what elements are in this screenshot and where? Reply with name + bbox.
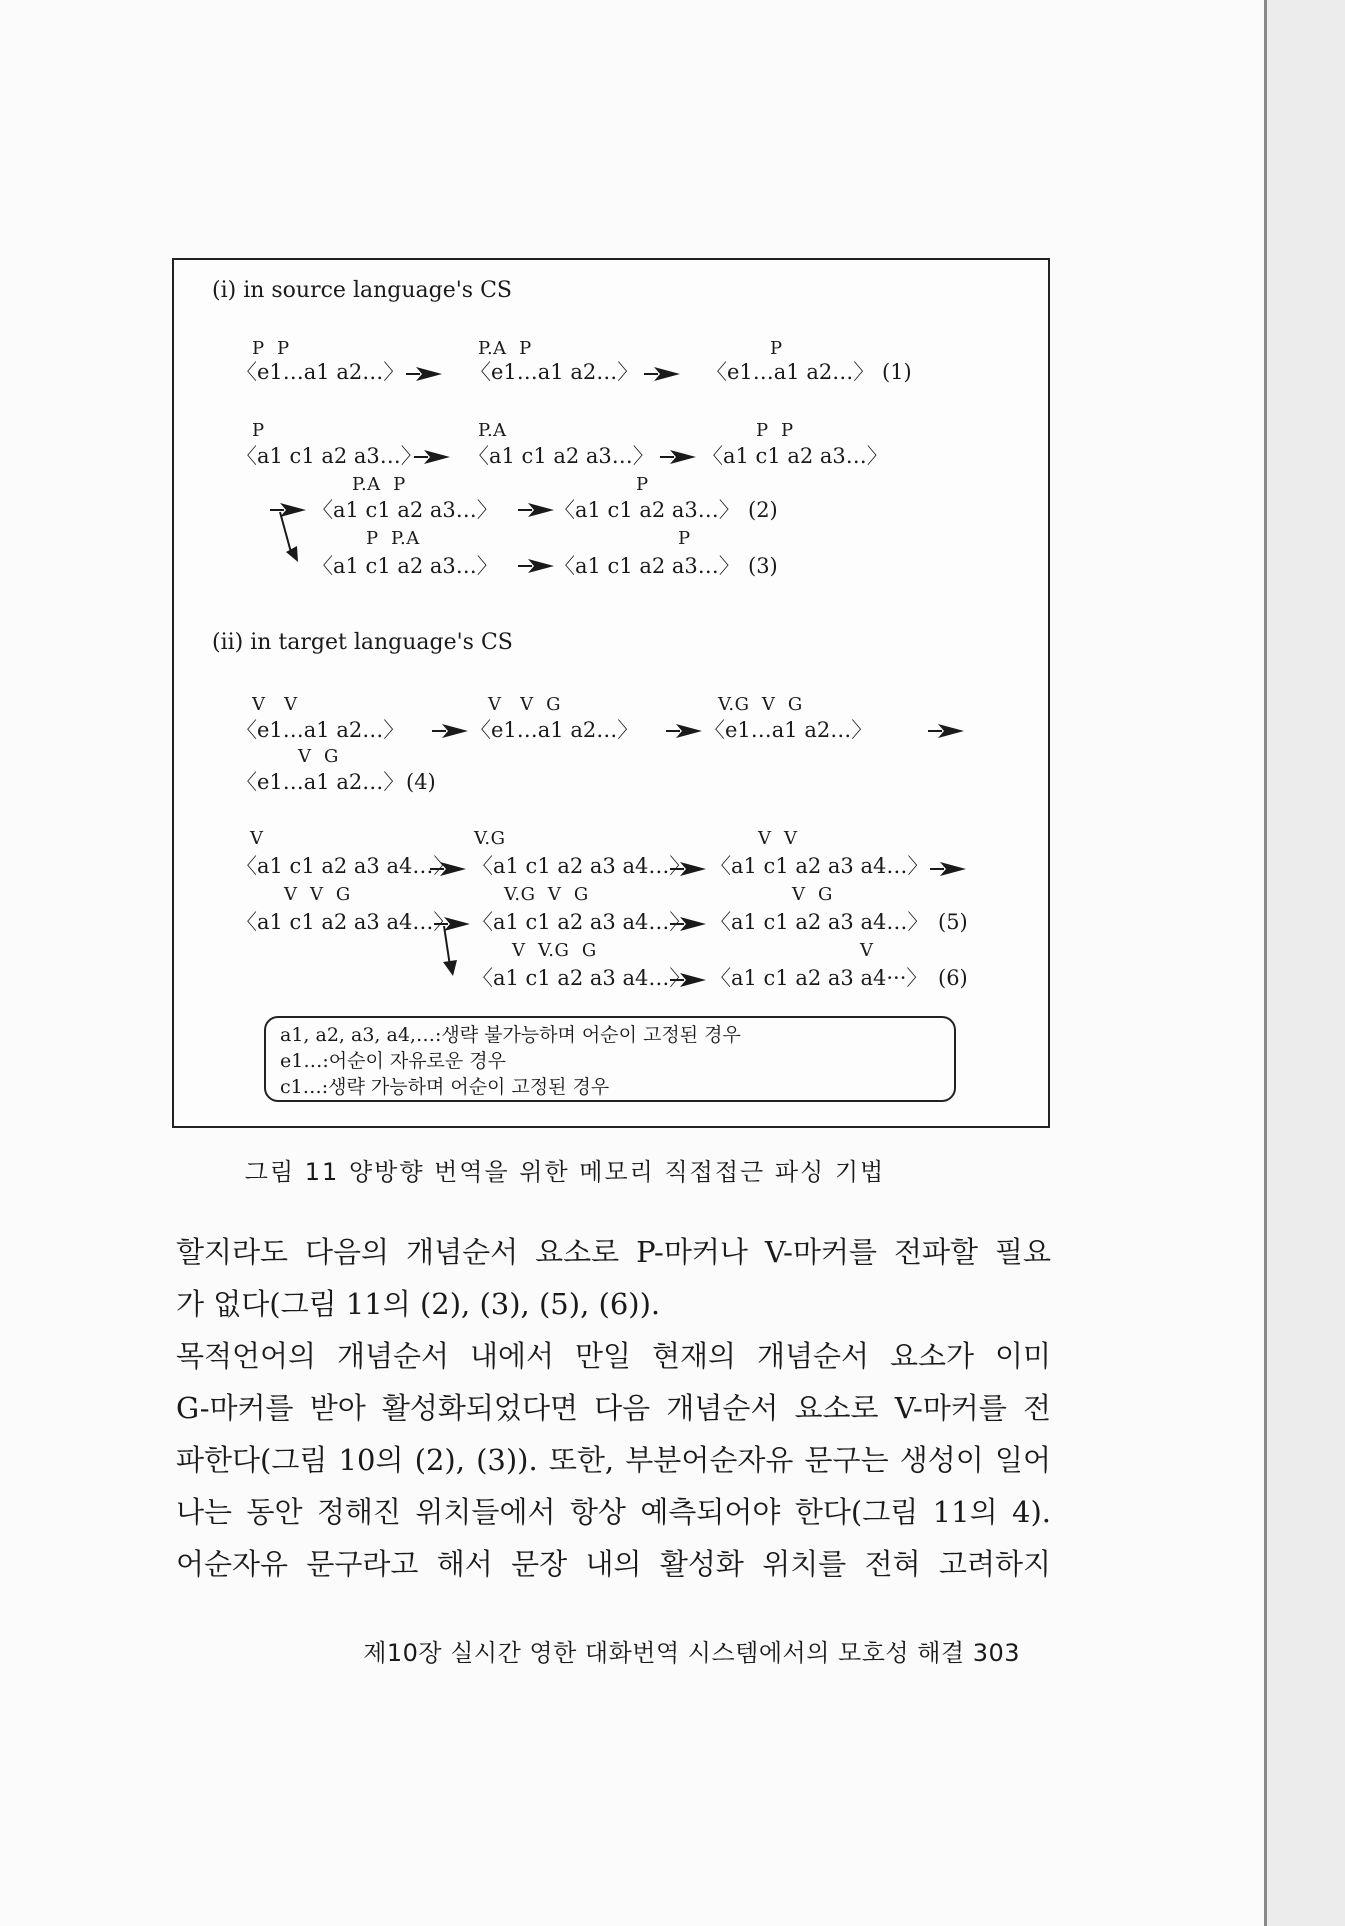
figure-arrows	[174, 260, 1048, 1126]
sequence: 〈a1 c1 a2 a3 a4···〉	[710, 966, 928, 990]
equation-number: (5)	[938, 910, 968, 934]
sequence: 〈a1 c1 a2 a3 a4…〉	[472, 966, 691, 990]
legend-line: e1…:어순이 자유로운 경우	[280, 1050, 506, 1072]
arrow-right-icon	[270, 503, 306, 517]
marker-label: V.G	[474, 828, 506, 849]
sequence: 〈e1…a1 a2…〉	[236, 770, 405, 794]
body-text-line: 할지라도 다음의 개념순서 요소로 P-마커나 V-마커를 전파할 필요	[176, 1235, 1051, 1269]
arrow-right-icon	[518, 503, 554, 517]
arrow-right-icon	[666, 724, 702, 738]
body-text-line: 가 없다(그림 11의 (2), (3), (5), (6)).	[176, 1287, 661, 1321]
body-text-line: 나는 동안 정해진 위치들에서 항상 예측되어야 한다(그림 11의 4).	[176, 1495, 1051, 1529]
equation-number: (4)	[406, 770, 436, 794]
sequence: 〈a1 c1 a2 a3…〉	[554, 498, 740, 522]
arrow-right-icon	[432, 724, 468, 738]
legend-line: a1, a2, a3, a4,…:생략 불가능하며 어순이 고정된 경우	[280, 1024, 741, 1046]
marker-label: V V.G G	[512, 940, 597, 961]
marker-label: P	[636, 474, 649, 495]
arrow-right-icon	[406, 367, 442, 381]
arrow-right-icon	[660, 450, 696, 464]
sequence: 〈a1 c1 a2 a3 a4…〉	[472, 910, 691, 934]
equation-number: (1)	[882, 360, 912, 384]
marker-label: V.G V G	[718, 694, 803, 715]
marker-label: V	[860, 940, 874, 961]
running-footer: 제10장 실시간 영한 대화번역 시스템에서의 모호성 해결 303	[363, 1639, 1020, 1667]
marker-label: V V	[758, 828, 798, 849]
figure-legend	[264, 1016, 956, 1102]
sequence: 〈a1 c1 a2 a3…〉	[312, 498, 498, 522]
sequence: 〈a1 c1 a2 a3…〉	[468, 444, 654, 468]
body-text-line: 파한다(그림 10의 (2), (3)). 또한, 부분어순자유 문구는 생성이 일어	[176, 1443, 1051, 1477]
sequence: 〈a1 c1 a2 a3…〉	[702, 444, 888, 468]
marker-label: V.G V G	[504, 884, 589, 905]
section-heading-source: (i) in source language's CS	[212, 278, 512, 303]
equation-number: (2)	[748, 498, 778, 522]
body-text-line: 어순자유 문구라고 해서 문장 내의 활성화 위치를 전혀 고려하지	[176, 1547, 1051, 1581]
sequence: 〈a1 c1 a2 a3…〉	[236, 444, 422, 468]
marker-label: P.A P	[352, 474, 406, 495]
marker-label: P	[252, 420, 265, 441]
marker-label: P P	[252, 338, 290, 359]
arrow-down-branch-icon	[280, 512, 298, 562]
body-text-line: 목적언어의 개념순서 내에서 만일 현재의 개념순서 요소가 이미	[176, 1339, 1051, 1373]
equation-number: (3)	[748, 554, 778, 578]
marker-label: P P	[756, 420, 794, 441]
figure-caption: 그림 11 양방향 번역을 위한 메모리 직접접근 파싱 기법	[244, 1158, 886, 1186]
figure-11	[172, 258, 1050, 1128]
arrow-right-icon	[928, 724, 964, 738]
sequence: 〈a1 c1 a2 a3…〉	[312, 554, 498, 578]
sequence: 〈a1 c1 a2 a3 a4…〉	[472, 854, 691, 878]
marker-label: P P.A	[366, 528, 420, 549]
marker-label: P	[678, 528, 691, 549]
marker-label: P	[770, 338, 783, 359]
marker-label: P.A P	[478, 338, 532, 359]
marker-label: V V	[252, 694, 298, 715]
sequence: 〈e1…a1 a2…〉	[704, 718, 873, 742]
sequence: 〈e1…a1 a2…〉	[236, 360, 405, 384]
sequence: 〈a1 c1 a2 a3 a4…〉	[236, 854, 455, 878]
section-heading-target: (ii) in target language's CS	[212, 630, 513, 655]
body-text-line: G-마커를 받아 활성화되었다면 다음 개념순서 요소로 V-마커를 전	[176, 1391, 1051, 1425]
marker-label: V	[250, 828, 264, 849]
arrow-right-icon	[644, 367, 680, 381]
sequence: 〈e1…a1 a2…〉	[470, 360, 639, 384]
marker-label: V V G	[284, 884, 351, 905]
marker-label: P.A	[478, 420, 507, 441]
marker-label: V V G	[488, 694, 561, 715]
legend-line: c1…:생략 가능하며 어순이 고정된 경우	[280, 1076, 610, 1098]
sequence: 〈e1…a1 a2…〉	[236, 718, 405, 742]
sequence: 〈a1 c1 a2 a3 a4…〉	[710, 910, 929, 934]
sequence: 〈e1…a1 a2…〉	[470, 718, 639, 742]
marker-label: V G	[298, 746, 339, 767]
sequence: 〈a1 c1 a2 a3…〉	[554, 554, 740, 578]
marker-label: V G	[792, 884, 833, 905]
sequence: 〈a1 c1 a2 a3 a4…〉	[710, 854, 929, 878]
sequence: 〈e1…a1 a2…〉	[706, 360, 875, 384]
sequence: 〈a1 c1 a2 a3 a4…〉	[236, 910, 455, 934]
page-gutter	[1267, 0, 1345, 1926]
equation-number: (6)	[938, 966, 968, 990]
arrow-right-icon	[518, 559, 554, 573]
arrow-right-icon	[930, 862, 966, 876]
